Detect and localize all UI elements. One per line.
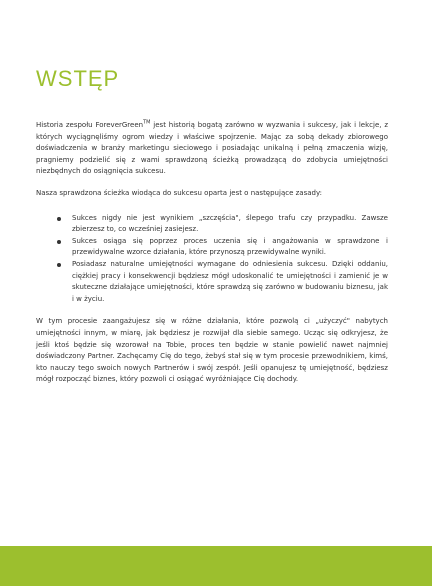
principles-list (36, 213, 388, 306)
history-paragraph-start: Historia zespołu ForeverGreen (36, 121, 144, 129)
history-paragraph-rest: jest historią bogatą zarówno w wyzwania i sukcesy, jak i lekcje, z których wyciągnęliśmy ogrom wiedzy i właściwe spojrzenie. Mając za sobą dekady zbiorowego doświadczenia w branży marketingu sieciowego i posiadając unikalną i pełną zmaczenia wizję, pragniemy podzielić się z wami sprawdzoną ścieżką prowadzącą do zdobycia umiejętności niezbędnych do osiągnięcia sukcesu. (36, 121, 388, 176)
principles-intro: Nasza sprawdzona ścieżka wiodąca do sukcesu oparta jest o następujące zasady: (36, 188, 322, 197)
process-paragraph: W tym procesie zaangażujesz się w różne działania, które pozwolą ci „użyczyć" nabytych umiejętności innym, w miarę, jak będziesz je rozwijał dla siebie samego. Ucząc się odkryjesz, że jeśli ktoś będzie się wzorował na Tobie, proces ten będzie w stanie powielić nawet najmniej doświadczony Partner. Zachęcamy Cię do tego, żebyś stał się w tym procesie przewodnikiem, kimś, kto nauczy tego swoich nowych Partnerów i swój zespół. Jeśli opanujesz tę umiejętność, będziesz mógł rozpocząć biznes, który pozwoli ci osiągać wyróżniające Cię dochody. (36, 317, 388, 384)
document-body (36, 120, 388, 396)
history-paragraph (36, 120, 388, 178)
principle-item: Sukces nigdy nie jest wynikiem „szczęścia", ślepego trafu czy przypadku. Zawsze zbierzesz to, co wcześniej zasiejesz. (72, 213, 388, 236)
principle-item: Posiadasz naturalne umiejętności wymagane do odniesienia sukcesu. Dzięki oddaniu, ciężkiej pracy i konsekwencji będziesz mógł udoskonalić te umiejętności i zamienić je w skuteczne działające umiejętności, które sprawdzą się zarówno w budowaniu biznesu, jak i w życiu. (72, 259, 388, 305)
trademark-mark: TM (143, 119, 151, 126)
footer-bar (0, 546, 432, 586)
page-title: WSTĘP (36, 66, 120, 91)
principle-item: Sukces osiąga się poprzez proces uczenia się i angażowania w sprawdzone i przewidywalne wzorce działania, które przynoszą przewidywalne wyniki. (72, 236, 388, 259)
